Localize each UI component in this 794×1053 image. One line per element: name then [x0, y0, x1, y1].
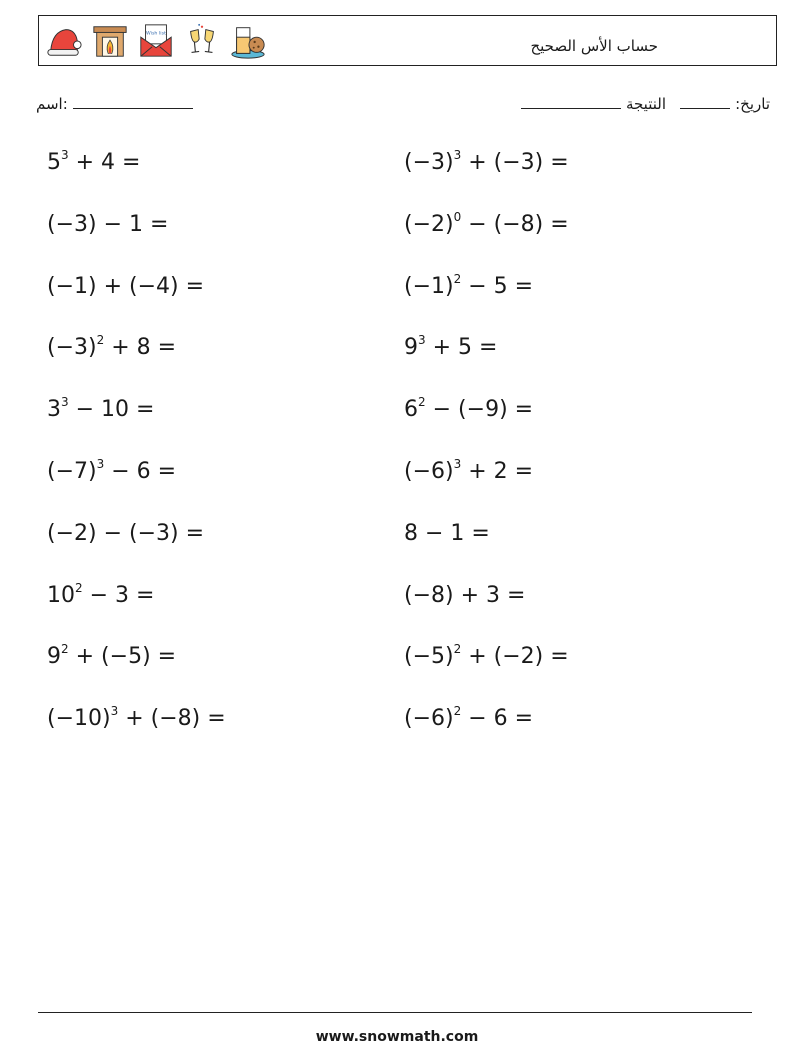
problem-base: (−8) + 3 =	[404, 582, 526, 608]
problem-rest: − 6 =	[461, 706, 534, 732]
problem-item	[404, 271, 534, 300]
score-label: النتيجة	[625, 95, 666, 113]
problem-exponent: 0	[453, 209, 462, 224]
problem-rest: + (−5) =	[68, 644, 177, 670]
problem-exponent: 3	[61, 148, 69, 162]
problem-item	[47, 521, 204, 547]
problem-rest: + (−8) =	[118, 706, 226, 732]
problem-base: 3	[47, 397, 61, 423]
problem-item	[47, 212, 168, 238]
problem-rest: − (−8) =	[461, 211, 569, 237]
problem-item	[47, 459, 176, 485]
problem-base: 6	[404, 397, 418, 423]
problem-item	[404, 521, 490, 547]
date-label: تاريخ:	[735, 95, 770, 113]
date-score-field	[521, 95, 770, 113]
header-box	[38, 15, 777, 66]
footer-url: www.snowmath.com	[315, 1029, 479, 1045]
problem-exponent: 2	[453, 704, 462, 719]
problem-base: (−3) − 1 =	[47, 211, 169, 237]
problem-rest: + (−2) =	[461, 644, 569, 670]
problem-exponent: 2	[75, 580, 83, 595]
problem-rest: − 3 =	[82, 582, 155, 608]
santa-hat-icon	[45, 22, 83, 60]
problem-rest: + 5 =	[425, 335, 498, 361]
problem-exponent: 2	[453, 642, 462, 657]
problem-item	[404, 583, 525, 609]
problem-item	[404, 150, 569, 176]
problem-base: 9	[404, 335, 418, 361]
problem-base: (−1) + (−4) =	[47, 273, 205, 299]
problem-item	[404, 209, 569, 238]
problem-exponent: 3	[110, 704, 119, 719]
name-blank	[73, 95, 193, 109]
problem-base: (−10)	[47, 706, 111, 732]
problem-base: (−3)	[404, 150, 454, 175]
problem-base: (−6)	[404, 706, 454, 732]
name-field	[36, 95, 193, 113]
problem-item	[404, 706, 533, 732]
name-label: اسم:	[36, 95, 68, 113]
worksheet-title: حساب الأس الصحيح	[530, 37, 658, 55]
problem-rest: + 4 =	[68, 150, 141, 175]
header-icons	[45, 22, 267, 60]
problem-rest: − 6 =	[104, 459, 177, 484]
problem-exponent: 2	[453, 271, 462, 286]
problem-exponent: 3	[96, 457, 105, 471]
problem-exponent: 2	[418, 395, 426, 410]
problem-rest: − (−9) =	[425, 397, 534, 423]
score-blank	[521, 95, 621, 109]
problem-item	[404, 459, 533, 485]
problem-item	[47, 644, 176, 670]
problem-item	[47, 706, 226, 732]
problem-item	[404, 644, 569, 670]
problem-base: 5	[47, 150, 61, 175]
problem-base: 9	[47, 644, 61, 670]
problem-exponent: 3	[453, 457, 462, 471]
date-blank	[680, 95, 730, 109]
problem-rest: + 2 =	[461, 459, 534, 484]
problem-exponent: 2	[61, 642, 69, 657]
problem-rest: + (−3) =	[461, 150, 569, 175]
wish-list-text: Wish list	[146, 31, 166, 37]
problem-item	[47, 580, 155, 609]
problem-item	[47, 397, 154, 423]
problem-base: 10	[47, 582, 75, 608]
problem-item	[404, 397, 533, 423]
problem-item	[47, 274, 204, 300]
problem-base: (−2)	[404, 211, 454, 237]
problem-base: (−2) − (−3) =	[47, 520, 205, 546]
problem-base: (−7)	[47, 459, 97, 484]
problem-item	[404, 335, 497, 361]
problem-exponent: 3	[61, 395, 69, 410]
problem-rest: − 5 =	[461, 273, 534, 299]
footer-divider	[38, 1012, 752, 1013]
problem-base: (−6)	[404, 459, 454, 484]
champagne-glasses-icon	[183, 22, 221, 60]
fireplace-icon	[91, 22, 129, 60]
problem-item	[47, 335, 176, 361]
wish-list-envelope-icon	[137, 22, 175, 60]
problem-exponent: 2	[96, 333, 105, 348]
problem-base: (−1)	[404, 273, 454, 299]
problem-base: (−3)	[47, 335, 97, 361]
problem-rest: − 10 =	[68, 397, 155, 423]
problem-exponent: 3	[453, 148, 462, 162]
problem-base: 8 − 1 =	[404, 520, 490, 546]
problem-rest: + 8 =	[104, 335, 177, 361]
milk-and-cookie-icon	[229, 22, 267, 60]
problem-exponent: 3	[418, 333, 426, 348]
problem-base: (−5)	[404, 644, 454, 670]
problem-item	[47, 150, 140, 176]
